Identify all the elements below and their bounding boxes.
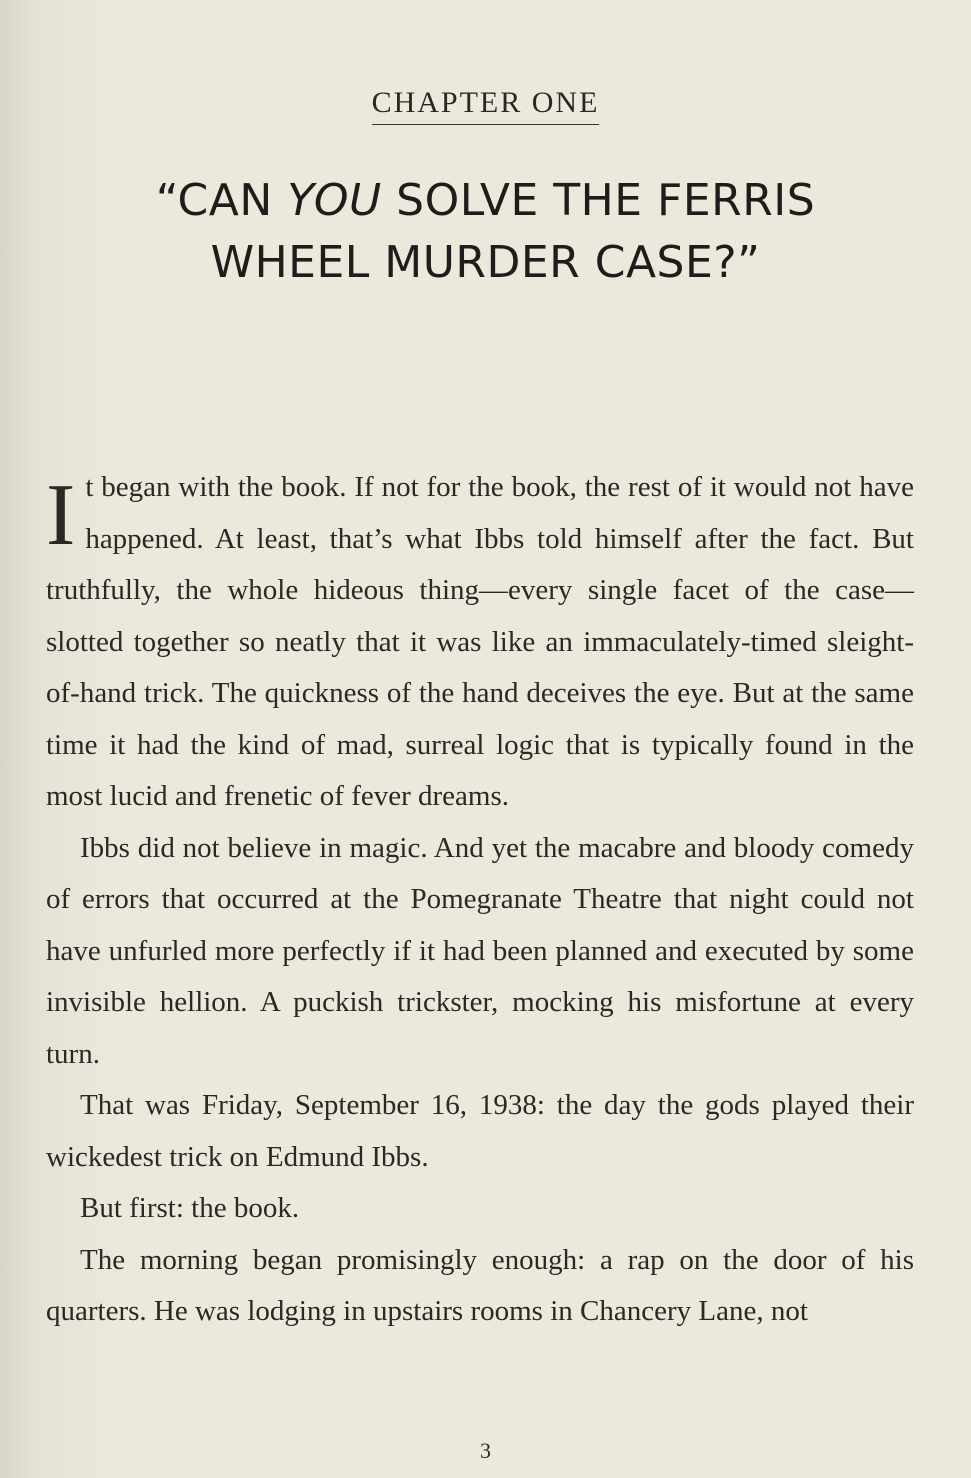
- chapter-title: [0, 170, 971, 294]
- chapter-label: [0, 86, 971, 125]
- chapter-title-part-1: “CAN: [155, 175, 288, 226]
- paragraph-5: The morning began promisingly enough: a rap on the door of his quarters. He was lodging in upstairs rooms in Chancery Lane, not: [46, 1243, 914, 1327]
- chapter-title-italic: YOU: [287, 175, 382, 226]
- chapter-title-line-1: [0, 170, 971, 232]
- paragraph-4: But first: the book.: [80, 1192, 300, 1224]
- paragraph-1-text: t began with the book. If not for the book, the rest of it would not have happened. At least, that’s what Ibbs told himself after the fact. But truthfully, the whole hideous thing—every single facet of the case—slotted together so neatly that it was like an immaculately-timed sleight-of-hand trick. The quickness of the hand deceives the eye. But at the same time it had the kind of mad, surreal logic that is typically found in the most lucid and frenetic of fever dreams.: [46, 471, 914, 812]
- paragraph-2: Ibbs did not believe in magic. And yet the macabre and bloody comedy of errors that occurred at the Pomegranate Theatre that night could not have unfurled more perfectly if it had been planned and executed by some invisible hellion. A puckish trickster, mocking his misfortune at every turn.: [46, 831, 914, 1070]
- chapter-title-line-2: WHEEL MURDER CASE?”: [210, 237, 761, 288]
- body-text: [46, 462, 914, 1338]
- paragraph-3: That was Friday, September 16, 1938: the day the gods played their wickedest trick on Edmund Ibbs.: [46, 1089, 914, 1173]
- paragraph-1: [46, 462, 914, 823]
- chapter-label-text: CHAPTER ONE: [372, 86, 600, 125]
- page-number: 3: [480, 1438, 491, 1463]
- drop-cap: I: [46, 467, 76, 564]
- chapter-title-part-2: SOLVE THE FERRIS: [381, 175, 816, 226]
